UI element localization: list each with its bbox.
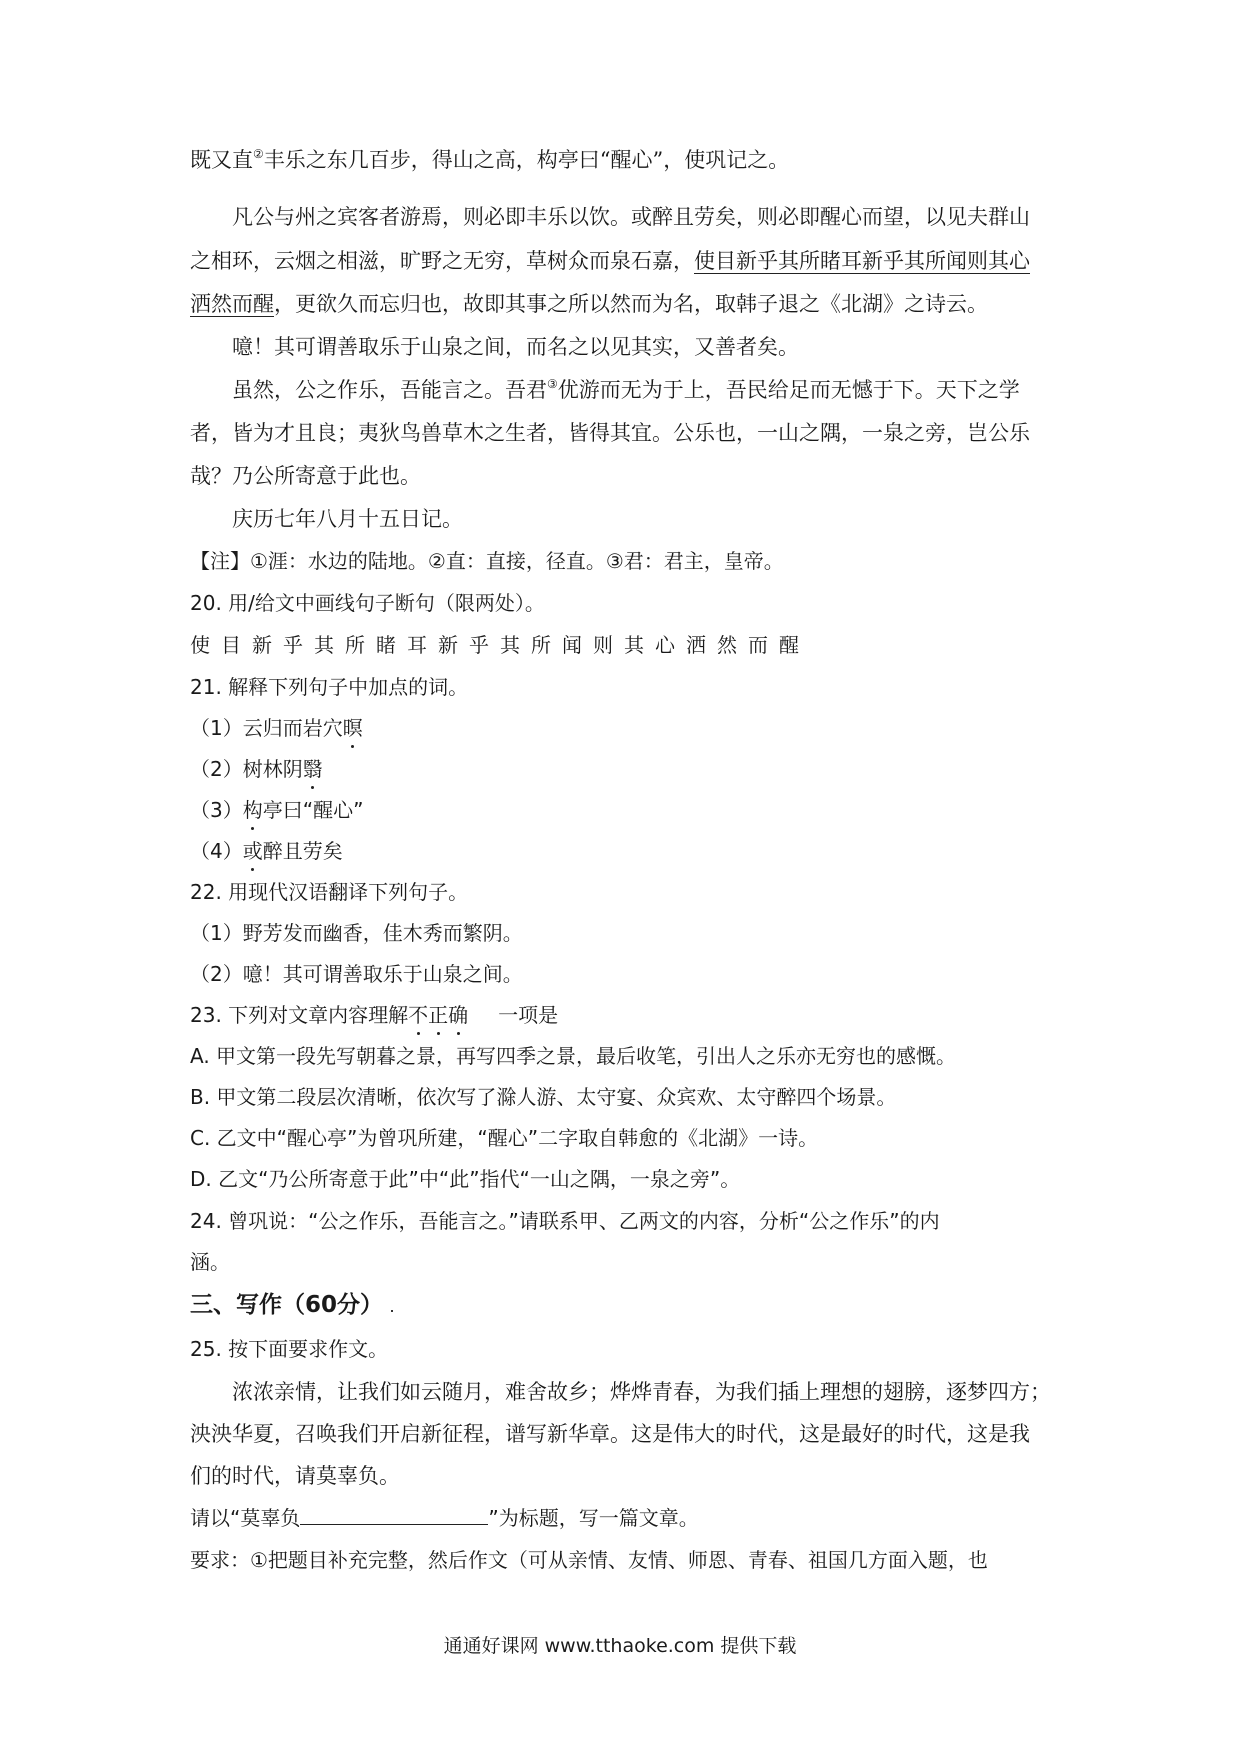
question-21-title: 21. 解释下列句子中加点的词。 xyxy=(190,675,469,699)
underlined-sentence: 使目新乎其所睹耳新乎其所闻则其心 xyxy=(694,249,1030,273)
dotted-word: 不 xyxy=(408,1003,429,1027)
passage-line-4 xyxy=(190,290,988,318)
question-22-item-2: （2）噫！其可谓善取乐于山泉之间。 xyxy=(190,962,523,986)
question-21-item-2 xyxy=(190,755,323,783)
text: 三、写作（60分） xyxy=(190,1292,384,1318)
question-25-requirements: 要求：①把题目补充完整，然后作文（可从亲情、友情、师恩、青春、祖国几方面入题，也 xyxy=(190,1548,988,1572)
text: 一项是 xyxy=(498,1003,559,1027)
dotted-word: 正 xyxy=(428,1003,449,1027)
dotted-word: 确 xyxy=(448,1003,469,1027)
question-23-option-a: A. 甲文第一段先写朝暮之景，再写四季之景，最后收笔，引出人之乐亦无穷也的感慨。 xyxy=(190,1044,957,1068)
passage-line-6 xyxy=(232,376,1020,407)
passage-line-2: 凡公与州之宾客者游焉，则必即丰乐以饮。或醉且劳矣，则必即醒心而望，以见夫群山 xyxy=(232,205,1030,229)
text: （3） xyxy=(190,798,243,822)
dotted-word: 或 xyxy=(242,839,263,863)
dotted-word: 暝 xyxy=(342,716,363,740)
question-20-sentence: 使目新乎其所睹耳新乎其所闻则其心洒然而醒 xyxy=(190,633,810,657)
question-23-option-b: B. 甲文第二段层次清晰，依次写了滁人游、太守宴、众宾欢、太守醉四个场景。 xyxy=(190,1085,897,1109)
question-25-prompt-3: 们的时代，请莫辜负。 xyxy=(190,1464,400,1488)
text: 虽然，公之作乐，吾能言之。吾君 xyxy=(232,378,547,402)
question-25-prompt-2: 泱泱华夏，召唤我们开启新征程，谱写新华章。这是伟大的时代，这是最好的时代，这是我 xyxy=(190,1422,1030,1446)
text: ，更欲久而忘归也，故即其事之所以然而为名，取韩子退之《北湖》之诗云。 xyxy=(274,292,988,316)
passage-line-5: 噫！其可谓善取乐于山泉之间，而名之以见其实，又善者矣。 xyxy=(232,335,799,359)
text: ”为标题，写一篇文章。 xyxy=(488,1506,699,1530)
dotted-word: 翳 xyxy=(302,757,323,781)
text: 之相环，云烟之相滋，旷野之无穷，草树众而泉石嘉， xyxy=(190,249,694,273)
text: 醉且劳矣 xyxy=(262,839,343,863)
question-25-title: 25. 按下面要求作文。 xyxy=(190,1337,389,1361)
question-25-title-instruction xyxy=(190,1504,699,1532)
passage-line-8: 哉？乃公所寄意于此也。 xyxy=(190,464,421,488)
question-24-line-2: 涵。 xyxy=(190,1250,230,1274)
text: （4） xyxy=(190,839,243,863)
dotted-word: 构 xyxy=(242,798,263,822)
footnote-mark: ② xyxy=(253,147,264,161)
fill-in-blank xyxy=(300,1504,488,1525)
question-23-option-d: D. 乙文“乃公所寄意于此”中“此”指代“一山之隅，一泉之旁”。 xyxy=(190,1167,741,1191)
page-footer: 通通好课网 www.tthaoke.com 提供下载 xyxy=(443,1635,797,1657)
question-21-item-3 xyxy=(190,796,363,824)
text: （2）树林阴 xyxy=(190,757,303,781)
annotation-note: 【注】①涯：水边的陆地。②直：直接，径直。③君：君主，皇帝。 xyxy=(190,549,784,573)
section-3-heading xyxy=(190,1291,393,1319)
question-23-title xyxy=(190,1001,558,1029)
question-22-title: 22. 用现代汉语翻译下列句子。 xyxy=(190,880,469,904)
question-25-prompt-1: 浓浓亲情，让我们如云随月，难舍故乡；烨烨青春，为我们插上理想的翅膀，逐梦四方； xyxy=(232,1380,1051,1404)
text: 请以“莫辜负 xyxy=(190,1506,301,1530)
passage-line-1 xyxy=(190,146,789,177)
footnote-mark: ③ xyxy=(547,377,558,391)
passage-line-3 xyxy=(190,247,1030,275)
text: 既又直 xyxy=(190,148,253,172)
text: 23. 下列对文章内容理解 xyxy=(190,1003,409,1027)
question-20-title: 20. 用/给文中画线句子断句（限两处）。 xyxy=(190,591,545,615)
text: 丰乐之东几百步，得山之高，构亭曰“醒心”，使巩记之。 xyxy=(263,148,790,172)
text: （1）云归而岩穴 xyxy=(190,716,343,740)
question-21-item-1 xyxy=(190,714,363,742)
passage-line-9: 庆历七年八月十五日记。 xyxy=(232,507,463,531)
question-21-item-4 xyxy=(190,837,343,865)
question-23-option-c: C. 乙文中“醒心亭”为曾巩所建，“醒心”二字取自韩愈的《北湖》一诗。 xyxy=(190,1126,819,1150)
text: 亭曰“醒心” xyxy=(262,798,364,822)
text: 优游而无为于上，吾民给足而无憾于下。天下之学 xyxy=(557,378,1020,402)
question-24-line-1: 24. 曾巩说：“公之作乐，吾能言之。”请联系甲、乙两文的内容，分析“公之作乐”的内 xyxy=(190,1209,940,1233)
question-22-item-1: （1）野芳发而幽香，佳木秀而繁阴。 xyxy=(190,921,523,945)
passage-line-7: 者，皆为才且良；夷狄鸟兽草木之生者，皆得其宜。公乐也，一山之隅，一泉之旁，岂公乐 xyxy=(190,421,1030,445)
underlined-sentence: 洒然而醒 xyxy=(190,292,274,316)
scan-artifact xyxy=(391,1310,393,1312)
